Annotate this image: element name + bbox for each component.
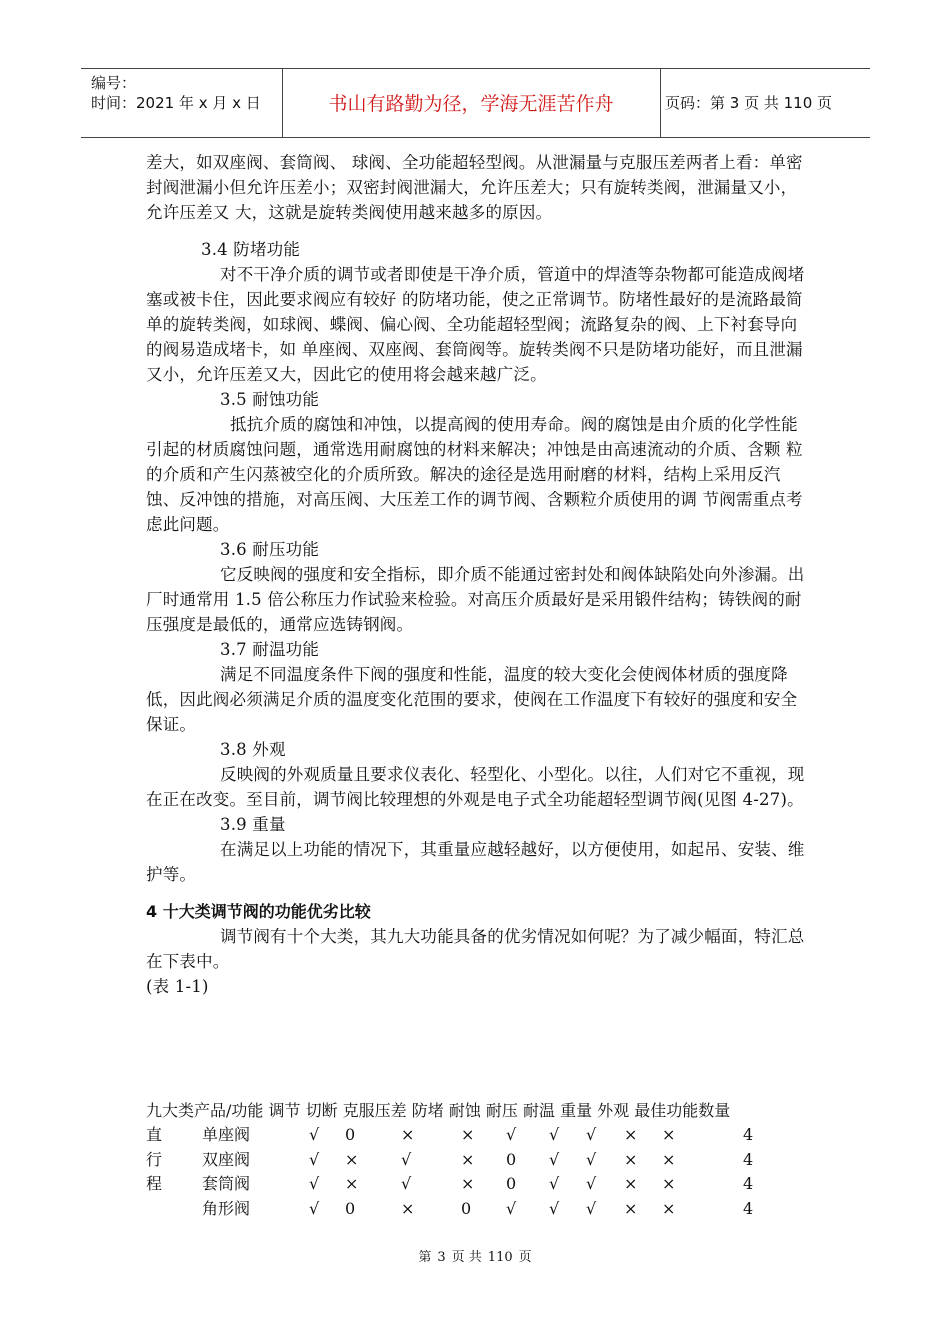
row-cell: × (345, 1149, 359, 1169)
header-motto: 书山有路勤为径，学海无涯苦作舟 (328, 93, 614, 115)
comparison-table (146, 1098, 826, 1221)
row-cell: × (662, 1174, 676, 1193)
row-best-count: 4 (743, 1198, 754, 1218)
row-cell: × (461, 1174, 475, 1193)
paragraph: 差大，如双座阀、套筒阀、 球阀、全功能超轻型阀。从泄漏量与克服压差两者上看：单密封阀泄漏小但允许压差小；双密封阀泄漏大，允许压差大；只有旋转类阀，泄漏量又小，允许压差又 大，这就是旋转类阀使用越来越多的原因。 (146, 153, 803, 222)
document-body (146, 150, 806, 999)
table-reference: (表 1-1) (146, 977, 209, 996)
row-cell: × (662, 1198, 676, 1218)
row-cell: × (401, 1198, 415, 1218)
row-cell: 0 (506, 1174, 517, 1193)
row-cell: × (624, 1125, 638, 1144)
row-cell: √ (549, 1125, 560, 1144)
row-cell: √ (309, 1174, 320, 1193)
row-cell: × (401, 1125, 415, 1144)
row-cell: √ (586, 1198, 597, 1218)
doc-time: 时间：2021 年 x 月 x 日 (91, 94, 261, 112)
row-cell: 0 (345, 1198, 356, 1218)
paragraph: 在满足以上功能的情况下，其重量应越轻越好，以方便使用，如起吊、安装、维护等。 (146, 840, 805, 884)
doc-number-label: 编号： (91, 74, 137, 92)
footer-prefix: 第 (418, 1250, 432, 1265)
row-cell: × (461, 1125, 475, 1144)
row-cell: × (662, 1125, 676, 1144)
row-cell: √ (549, 1149, 560, 1169)
row-cell: × (662, 1149, 676, 1169)
row-cell: √ (506, 1198, 517, 1218)
row-valve-name: 双座阀 (202, 1149, 251, 1169)
row-valve-name: 套筒阀 (202, 1174, 251, 1193)
row-cell: √ (309, 1198, 320, 1218)
section-heading: 4 十大类调节阀的功能优劣比较 (146, 902, 371, 921)
table-row (146, 1197, 826, 1222)
row-valve-name: 单座阀 (202, 1125, 251, 1144)
paragraph: 调节阀有十个大类，其九大功能具备的优劣情况如何呢？为了减少幅面，特汇总在下表中。 (146, 927, 805, 971)
subsection-heading: 3.8 外观 (220, 740, 286, 759)
row-cell: √ (309, 1149, 320, 1169)
row-cell: √ (586, 1125, 597, 1144)
row-group-label: 行 (146, 1149, 163, 1169)
footer-total-pages: 110 (487, 1250, 513, 1265)
paragraph: 对不干净介质的调节或者即使是干净介质，管道中的焊渣等杂物都可能造成阀堵塞或被卡住，因此要求阀应有较好 的防堵功能，使之正常调节。防堵性最好的是流路最简单的旋转类阀，如球阀、蝶阀、偏心阀、全功能超轻型阀；流路复杂的阀、上下衬套导向的阀易造成堵卡，如 单座阀、双座阀、套筒阀等。旋转类阀不只是防堵功能好，而且泄漏又小，允许压差又大，因此它的使用将会越来越广泛。 (146, 265, 805, 384)
row-cell: 0 (461, 1198, 472, 1218)
page-footer (0, 1246, 950, 1265)
row-cell: × (345, 1174, 359, 1193)
paragraph: 抵抗介质的腐蚀和冲蚀，以提高阀的使用寿命。阀的腐蚀是由介质的化学性能引起的材质腐蚀问题，通常选用耐腐蚀的材料来解决；冲蚀是由高速流动的介质、含颗 粒的介质和产生闪蒸被空化的介质所致。解决的途径是选用耐磨的材料，结构上采用反汽蚀、反冲蚀的措施，对高压阀、大压差工作的调节阀、含颗粒介质使用的调 节阀需重点考虑此问题。 (146, 415, 803, 534)
table-row (146, 1172, 826, 1197)
row-cell: √ (549, 1198, 560, 1218)
row-cell: √ (506, 1125, 517, 1144)
subsection-heading: 3.7 耐温功能 (220, 640, 320, 659)
row-group-label: 直 (146, 1125, 163, 1144)
table-row (146, 1123, 826, 1148)
row-cell: × (624, 1198, 638, 1218)
header-meta (91, 73, 261, 113)
row-cell: √ (401, 1149, 412, 1169)
row-cell: 0 (345, 1125, 356, 1144)
header-divider (660, 69, 661, 137)
table-header: 九大类产品/功能 调节 切断 克服压差 防堵 耐蚀 耐压 耐温 重量 外观 最佳功能数量 (146, 1101, 731, 1120)
row-cell: √ (586, 1149, 597, 1169)
footer-suffix: 页 (518, 1250, 532, 1265)
subsection-heading: 3.4 防堵功能 (201, 240, 301, 259)
paragraph: 满足不同温度条件下阀的强度和性能，温度的较大变化会使阀体材质的强度降低，因此阀必须满足介质的温度变化范围的要求，使阀在工作温度下有较好的强度和安全保证。 (146, 665, 798, 734)
page-header (81, 68, 870, 138)
row-group-label: 程 (146, 1174, 163, 1193)
row-best-count: 4 (743, 1149, 754, 1169)
row-valve-name: 角形阀 (202, 1198, 251, 1218)
paragraph: 它反映阀的强度和安全指标，即介质不能通过密封处和阀体缺陷处向外渗漏。出厂时通常用 1.5 倍公称压力作试验来检验。对高压介质最好是采用锻件结构；铸铁阀的耐压强度是最低的，通常应选铸钢阀。 (146, 565, 805, 634)
row-cell: √ (309, 1125, 320, 1144)
row-cell: 0 (506, 1149, 517, 1169)
row-cell: √ (586, 1174, 597, 1193)
row-cell: × (461, 1149, 475, 1169)
subsection-heading: 3.9 重量 (220, 815, 286, 834)
row-best-count: 4 (743, 1125, 754, 1144)
row-cell: √ (401, 1174, 412, 1193)
row-cell: × (624, 1174, 638, 1193)
footer-page-number: 3 (437, 1250, 446, 1265)
paragraph: 反映阀的外观质量且要求仪表化、轻型化、小型化。以往，人们对它不重视，现在正在改变。至目前，调节阀比较理想的外观是电子式全功能超轻型调节阀(见图 4-27)。 (146, 765, 805, 809)
subsection-heading: 3.6 耐压功能 (220, 540, 320, 559)
footer-middle: 页 共 (451, 1250, 482, 1265)
row-best-count: 4 (743, 1174, 754, 1193)
row-cell: √ (549, 1174, 560, 1193)
row-cell: × (624, 1149, 638, 1169)
header-page-info: 页码：第 3 页 共 110 页 (665, 94, 833, 112)
table-row (146, 1148, 826, 1173)
subsection-heading: 3.5 耐蚀功能 (220, 390, 320, 409)
